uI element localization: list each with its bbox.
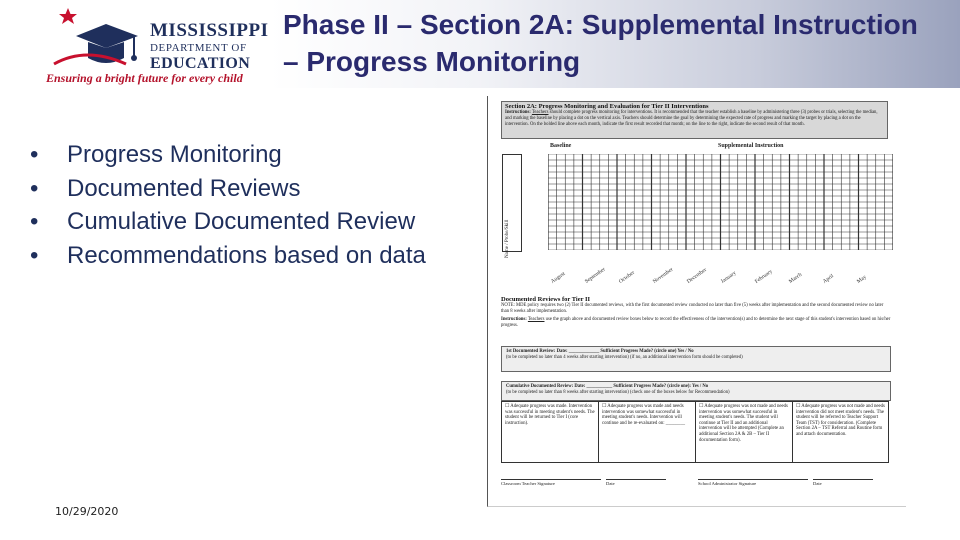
logo-line-3: EDUCATION (150, 55, 251, 72)
baseline-label: Baseline (550, 143, 572, 149)
logo-tagline: Ensuring a bright future for every child (46, 71, 243, 85)
section-title: Section 2A: Progress Monitoring and Evaluation for Tier II Interventions (505, 103, 709, 110)
cumulative-review-box (501, 381, 891, 401)
bullet-text: Documented Reviews (67, 174, 301, 202)
bullet-item (30, 138, 450, 172)
month-label: August (550, 270, 567, 285)
month-label: October (618, 269, 636, 285)
bullet-symbol: • (30, 174, 39, 202)
bullet-item (30, 239, 450, 273)
graduation-cap-icon (46, 6, 146, 72)
reviews-instructions (501, 317, 891, 329)
option-cell (696, 402, 793, 462)
option-text: Adequate progress was made and needs intervention was somewhat successful in meeting student's needs. Intervention will continue and be re-evaluated on: ________ (602, 404, 685, 426)
teacher-date-line: Date (606, 479, 666, 486)
bullet-text: Cumulative Documented Review (67, 208, 416, 235)
slide-date: 10/29/2020 (55, 505, 119, 518)
bullet-text: Recommendations based on data (67, 241, 426, 269)
cumulative-line: Cumulative Documented Review: Date: ___________ Sufficient Progress Made? (circle one): Yes / No (506, 384, 709, 389)
cumulative-sub: (to be completed no later than 8 weeks after starting intervention) (check one of the boxes below for Recommendation) (506, 390, 730, 395)
month-label: May (856, 274, 868, 285)
first-review-line: 1st Documented Review: Date: _____________ Sufficient Progress Made? (circle one) Yes / No (506, 349, 694, 354)
bullet-symbol: • (30, 241, 39, 269)
reviews-instructions-prefix: Instructions: (501, 317, 527, 322)
admin-signature-line: School Administrator Signature (698, 479, 808, 486)
checkbox-icon[interactable]: ☐ (796, 404, 801, 409)
reviews-title: Documented Reviews for Tier II (501, 296, 591, 303)
checkbox-icon[interactable]: ☐ (699, 404, 704, 409)
month-label: January (720, 270, 738, 285)
recommendation-options (501, 401, 889, 463)
option-cell (599, 402, 696, 462)
reviews-note: NOTE: MDE policy requires two (2) Tier II documented reviews, with the first documented review conducted no later than five (5) weeks after implementation and the second documented review no later than 8 weeks after implementation. (501, 303, 884, 314)
progress-grid (548, 154, 893, 250)
month-label: November (652, 266, 675, 285)
bullet-item (30, 205, 450, 239)
admin-date-line: Date (813, 479, 873, 486)
month-label: March (788, 271, 804, 285)
checkbox-icon[interactable]: ☐ (602, 404, 607, 409)
month-labels (550, 256, 895, 296)
supplemental-label: Supplemental Instruction (718, 143, 784, 149)
bullet-symbol: • (30, 141, 39, 168)
slide-title: Phase II – Section 2A: Supplemental Instruction – Progress Monitoring (283, 9, 918, 77)
bullet-item (30, 172, 450, 206)
teacher-signature-line: Classroom Teacher Signature (501, 479, 601, 486)
instructions-box (501, 101, 888, 139)
month-label: February (754, 268, 774, 285)
month-label: April (822, 273, 835, 285)
instructions-text: should complete progress monitoring for interventions. It is recommended that the teacher establish a baseline by administering three (3) probes or trials, selecting the median, and marking the baseline by placing a dot on the vertical axis. Teachers should determine the goal by determining the expected rate of progress and marking the target by placing a dot on the intervention. On the bolded line above each month, indicate the first result recorded that month; on the line to the right, indicate the second result of that month. (505, 110, 878, 127)
instructions-link: Teachers (531, 110, 549, 115)
form-image (487, 96, 906, 507)
logo-line-2: DEPARTMENT OF (150, 42, 247, 54)
first-review-sub: (to be completed no later than 4 weeks after starting intervention) (if no, an additional intervention form should be completed) (506, 355, 743, 360)
month-label: September (584, 266, 607, 285)
option-cell (793, 402, 888, 462)
bullet-list (30, 138, 450, 272)
first-review-box (501, 346, 891, 372)
instructions-prefix: Instructions: (505, 110, 531, 115)
y-axis-label: Name / Probe/Skill (505, 219, 510, 258)
month-label: December (686, 267, 708, 285)
option-text: Adequate progress was made. Intervention was successful in meeting student's needs. The student will be returned to Tier I (core instruction). (505, 404, 595, 426)
instructions-paragraph (505, 110, 884, 128)
reviews-instructions-link: Teachers (527, 317, 545, 322)
bullet-text: Progress Monitoring (67, 141, 282, 168)
checkbox-icon[interactable]: ☐ (505, 404, 510, 409)
option-cell (502, 402, 599, 462)
mde-logo (46, 6, 276, 86)
reviews-section (501, 296, 891, 329)
logo-line-1: MISSISSIPPI (150, 20, 269, 41)
option-text: Adequate progress was not made and needs intervention was somewhat successful in meeting student's needs. The student will continue at Tier II and an additional intervention will be attempted (Complete an additional Section 2A & 2B – Tier II documentation form). (699, 404, 788, 443)
reviews-instructions-text: use the graph above and documented review boxes below to record the effectiveness of the intervention(s) and to determine the next stage of this student's intervention based on his/her progress. (501, 317, 891, 328)
bullet-symbol: • (30, 208, 39, 235)
option-text: Adequate progress was not made and needs intervention did not meet student's needs. The student will be referred to Teacher Support Team (TST) for consideration. (Complete Section 2A – TST Referral and Routine form and attach documentation. (796, 404, 885, 437)
